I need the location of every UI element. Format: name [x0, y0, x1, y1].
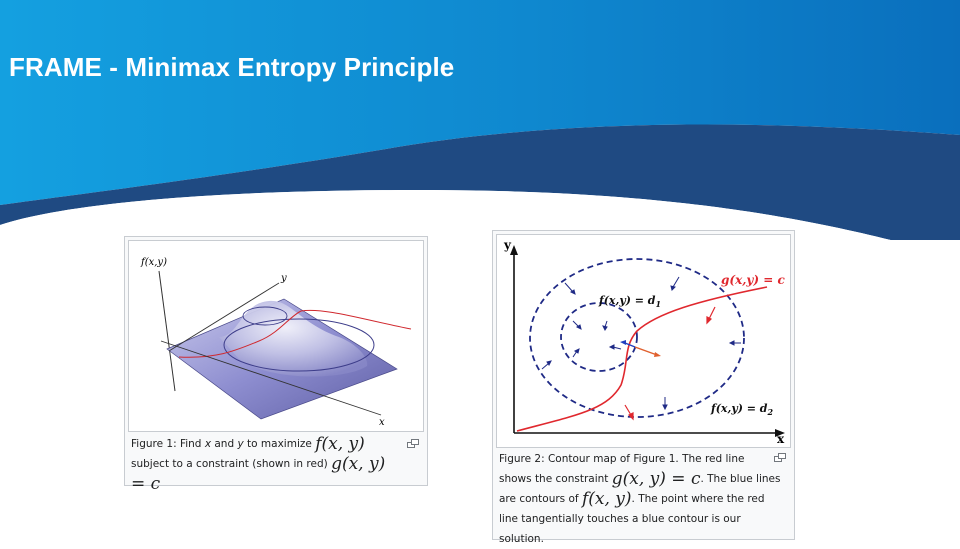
enlarge-icon[interactable] [407, 439, 419, 448]
slide-title: FRAME - Minimax Entropy Principle [9, 52, 455, 82]
z-axis-label: f(x,y) [141, 257, 167, 268]
figure-1-image[interactable] [128, 240, 424, 432]
header-banner [0, 0, 960, 240]
constraint-arrows [625, 307, 715, 419]
z-axis-line [159, 271, 175, 391]
figure-1-caption: Figure 1: Find x and y to maximize f(x, y) subject to a constraint (shown in red) g(x, y) = c [131, 434, 386, 494]
enlarge-icon[interactable] [774, 453, 786, 462]
contour-label-d1: $f(x,y) = d_1$ [599, 294, 662, 309]
math-g: g(x, y) = c [131, 454, 386, 494]
y-axis-arrow [510, 245, 518, 255]
x-axis-label: x [777, 432, 785, 446]
x-axis-label: x [379, 417, 385, 428]
constraint-label: g(x,y) = c [721, 273, 785, 287]
y-axis-label: y [504, 238, 511, 252]
figure-2-caption: Figure 2: Contour map of Figure 1. The red line shows the constraint g(x, y) = c. The blue lines are contours of f(x, y). The point where the red line tangentially touches a blue contour is our solution. [499, 453, 781, 545]
contour-label-d2: $f(x,y) = d_2$ [711, 402, 774, 417]
math-g: g(x, y) = c [611, 469, 701, 489]
figure-2 [492, 230, 795, 545]
math-f: f(x, y) [581, 489, 632, 509]
y-axis-label: y [281, 273, 287, 284]
math-f: f(x, y) [315, 434, 365, 454]
contour-plot [497, 235, 790, 447]
figure-2-image[interactable] [496, 234, 791, 448]
surface-plot [129, 241, 423, 431]
figure-1 [124, 236, 428, 494]
